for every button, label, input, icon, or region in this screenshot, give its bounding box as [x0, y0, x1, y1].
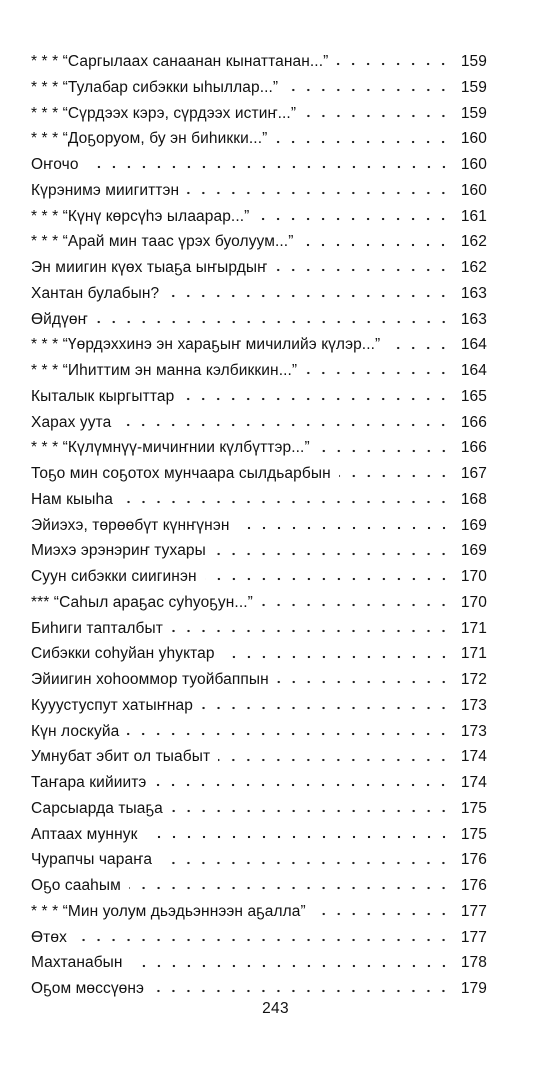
toc-entry	[31, 847, 487, 873]
toc-entry	[31, 616, 487, 642]
toc-entry-title: Харах уута	[31, 413, 112, 431]
toc-entry-page: 178	[460, 954, 487, 972]
toc-entry	[31, 49, 487, 75]
toc-entry	[31, 229, 487, 255]
dot-leader	[154, 783, 451, 787]
toc-entry-page: 170	[460, 568, 487, 586]
toc-entry-page: 176	[460, 851, 487, 869]
toc-entry-title: Миэхэ эрэнэриҥ тухары	[31, 542, 206, 560]
dot-leader	[301, 243, 451, 247]
dot-leader	[171, 629, 451, 633]
dot-leader	[152, 989, 451, 993]
dot-leader	[129, 886, 451, 890]
toc-entry-page: 162	[460, 259, 487, 277]
toc-entry-title: Оҥочо	[31, 156, 79, 174]
toc-entry-title: * * * “Күнү көрсүһэ ылаарар...”	[31, 207, 250, 225]
toc-entry-page: 174	[460, 774, 487, 792]
toc-entry-title: * * * “Күлүмнүү-мичиҥнии күлбүттэр...”	[31, 439, 310, 457]
toc-entry-page: 171	[460, 619, 487, 637]
toc-entry-page: 171	[460, 645, 487, 663]
toc-entry-page: 173	[460, 696, 487, 714]
toc-entry-title: Күн лоскуйа	[31, 722, 120, 740]
toc-entry	[31, 925, 487, 951]
table-of-contents	[31, 49, 487, 1002]
dot-leader	[160, 861, 451, 865]
toc-entry-page: 165	[460, 387, 487, 405]
toc-entry-title: * * * “Арай мин таас үрэх буолуум...”	[31, 233, 294, 251]
dot-leader	[218, 758, 451, 762]
toc-entry-page: 161	[460, 207, 487, 225]
toc-entry-title: Хантан булабын?	[31, 284, 160, 302]
dot-leader	[314, 912, 451, 916]
toc-entry	[31, 204, 487, 230]
toc-entry-title: Нам кыыһа	[31, 490, 113, 508]
toc-entry-page: 164	[460, 336, 487, 354]
toc-entry	[31, 487, 487, 513]
toc-entry-title: Кыталык кыргыттар	[31, 387, 175, 405]
dot-leader	[336, 62, 451, 66]
toc-entry-title: * * * “Тулабар сибэкки ыһыллар...”	[31, 78, 279, 96]
toc-entry	[31, 976, 487, 1002]
toc-entry	[31, 590, 487, 616]
dot-leader	[238, 526, 452, 530]
page-number: 243	[262, 1000, 289, 1017]
toc-entry	[31, 307, 487, 333]
toc-entry-title: Тоҕо мин соҕотох мунчаара сылдьарбын	[31, 465, 331, 483]
dot-leader	[261, 603, 451, 607]
toc-entry-title: Умнубат эбит ол тыабыт	[31, 748, 211, 766]
toc-entry-title: *** “Саһыл араҕас суһуоҕун...”	[31, 593, 253, 611]
toc-entry	[31, 950, 487, 976]
toc-entry-title: Өйдүөҥ	[31, 310, 88, 328]
toc-entry-page: 168	[460, 490, 487, 508]
toc-entry-page: 162	[460, 233, 487, 251]
dot-leader	[121, 500, 451, 504]
dot-leader	[214, 552, 451, 556]
dot-leader	[275, 140, 451, 144]
dot-leader	[304, 114, 451, 118]
dot-leader	[96, 320, 451, 324]
toc-entry-page: 179	[460, 980, 487, 998]
toc-entry-page: 160	[460, 156, 487, 174]
toc-entry	[31, 461, 487, 487]
toc-entry-title: * * * “Сүрдээх кэрэ, сүрдээх истиҥ...”	[31, 104, 297, 122]
toc-entry-page: 169	[460, 516, 487, 534]
toc-entry-page: 164	[460, 362, 487, 380]
toc-entry-page: 159	[460, 78, 487, 96]
toc-entry-page: 172	[460, 671, 487, 689]
toc-entry-page: 166	[460, 439, 487, 457]
dot-leader	[339, 474, 451, 478]
toc-entry-title: Оҕо сааһым	[31, 877, 121, 895]
toc-entry	[31, 332, 487, 358]
dot-leader	[167, 294, 451, 298]
dot-leader	[205, 577, 451, 581]
dot-leader	[182, 397, 451, 401]
toc-entry-page: 177	[460, 902, 487, 920]
toc-entry	[31, 822, 487, 848]
toc-entry-title: * * * “Саргылаах санаанан кынаттанан...”	[31, 53, 329, 71]
toc-entry-page: 175	[460, 799, 487, 817]
dot-leader	[75, 938, 451, 942]
dot-leader	[201, 706, 451, 710]
toc-entry-page: 176	[460, 877, 487, 895]
toc-entry-page: 166	[460, 413, 487, 431]
dot-leader	[275, 268, 451, 272]
toc-entry	[31, 899, 487, 925]
toc-entry	[31, 281, 487, 307]
toc-entry-page: 159	[460, 53, 487, 71]
toc-entry-title: * * * “Үөрдэххинэ эн хараҕыҥ мичилийэ күлэр...”	[31, 336, 381, 354]
toc-entry-title: Суун сибэкки сиигинэн	[31, 568, 197, 586]
toc-entry	[31, 667, 487, 693]
toc-entry-title: * * * “Доҕоруом, бу эн биһикки...”	[31, 130, 268, 148]
toc-entry	[31, 564, 487, 590]
toc-entry	[31, 538, 487, 564]
dot-leader	[305, 371, 451, 375]
dot-leader	[223, 655, 451, 659]
toc-entry-title: Күрэнимэ миигиттэн	[31, 181, 180, 199]
toc-entry	[31, 101, 487, 127]
toc-entry	[31, 410, 487, 436]
toc-entry-title: Эн миигин күөх тыаҕа ыҥырдыҥ	[31, 259, 268, 277]
toc-entry-page: 174	[460, 748, 487, 766]
toc-entry-page: 175	[460, 825, 487, 843]
toc-entry-title: * * * “Мин уолум дьэдьэннээн аҕалла”	[31, 902, 306, 920]
toc-entry-title: * * * “Иһиттим эн манна кэлбиккин...”	[31, 362, 298, 380]
toc-entry	[31, 384, 487, 410]
toc-entry	[31, 358, 487, 384]
toc-entry-page: 160	[460, 181, 487, 199]
toc-entry-page: 177	[460, 928, 487, 946]
toc-entry-title: Сибэкки соһуйан уһуктар	[31, 645, 215, 663]
toc-entry-page: 163	[460, 310, 487, 328]
dot-leader	[318, 449, 451, 453]
dot-leader	[286, 88, 451, 92]
dot-leader	[146, 835, 452, 839]
toc-entry-title: Чурапчы чараҥа	[31, 851, 153, 869]
toc-entry-title: Эйиэхэ, төрөөбүт күнҥүнэн	[31, 516, 230, 534]
toc-entry	[31, 693, 487, 719]
toc-entry	[31, 641, 487, 667]
toc-entry	[31, 513, 487, 539]
toc-entry	[31, 255, 487, 281]
toc-entry-title: Өтөх	[31, 928, 67, 946]
toc-entry-page: 167	[460, 465, 487, 483]
dot-leader	[127, 732, 451, 736]
toc-entry-title: Биһиги тапталбыт	[31, 619, 163, 637]
toc-entry	[31, 126, 487, 152]
toc-entry	[31, 719, 487, 745]
toc-entry	[31, 435, 487, 461]
dot-leader	[388, 346, 451, 350]
toc-entry-page: 173	[460, 722, 487, 740]
dot-leader	[87, 165, 451, 169]
toc-entry-title: Таҥара кийиитэ	[31, 774, 147, 792]
toc-entry-title: Сарсыарда тыаҕа	[31, 799, 163, 817]
toc-entry	[31, 178, 487, 204]
dot-leader	[257, 217, 451, 221]
toc-entry-title: Кууустуспут хатыҥнар	[31, 696, 193, 714]
dot-leader	[277, 680, 451, 684]
toc-entry	[31, 75, 487, 101]
toc-entry-page: 170	[460, 593, 487, 611]
toc-entry	[31, 873, 487, 899]
toc-entry	[31, 744, 487, 770]
toc-entry-page: 169	[460, 542, 487, 560]
toc-entry-title: Оҕом мөссүөнэ	[31, 980, 145, 998]
toc-entry-title: Аптаах муннук	[31, 825, 138, 843]
toc-entry	[31, 152, 487, 178]
toc-entry-page: 159	[460, 104, 487, 122]
toc-entry	[31, 796, 487, 822]
dot-leader	[119, 423, 451, 427]
toc-entry-page: 163	[460, 284, 487, 302]
dot-leader	[131, 964, 451, 968]
toc-entry-title: Махтанабын	[31, 954, 123, 972]
toc-entry-title: Эйиигин хоһооммор туойбаппын	[31, 671, 269, 689]
toc-entry-page: 160	[460, 130, 487, 148]
dot-leader	[187, 191, 451, 195]
toc-entry	[31, 770, 487, 796]
dot-leader	[171, 809, 451, 813]
